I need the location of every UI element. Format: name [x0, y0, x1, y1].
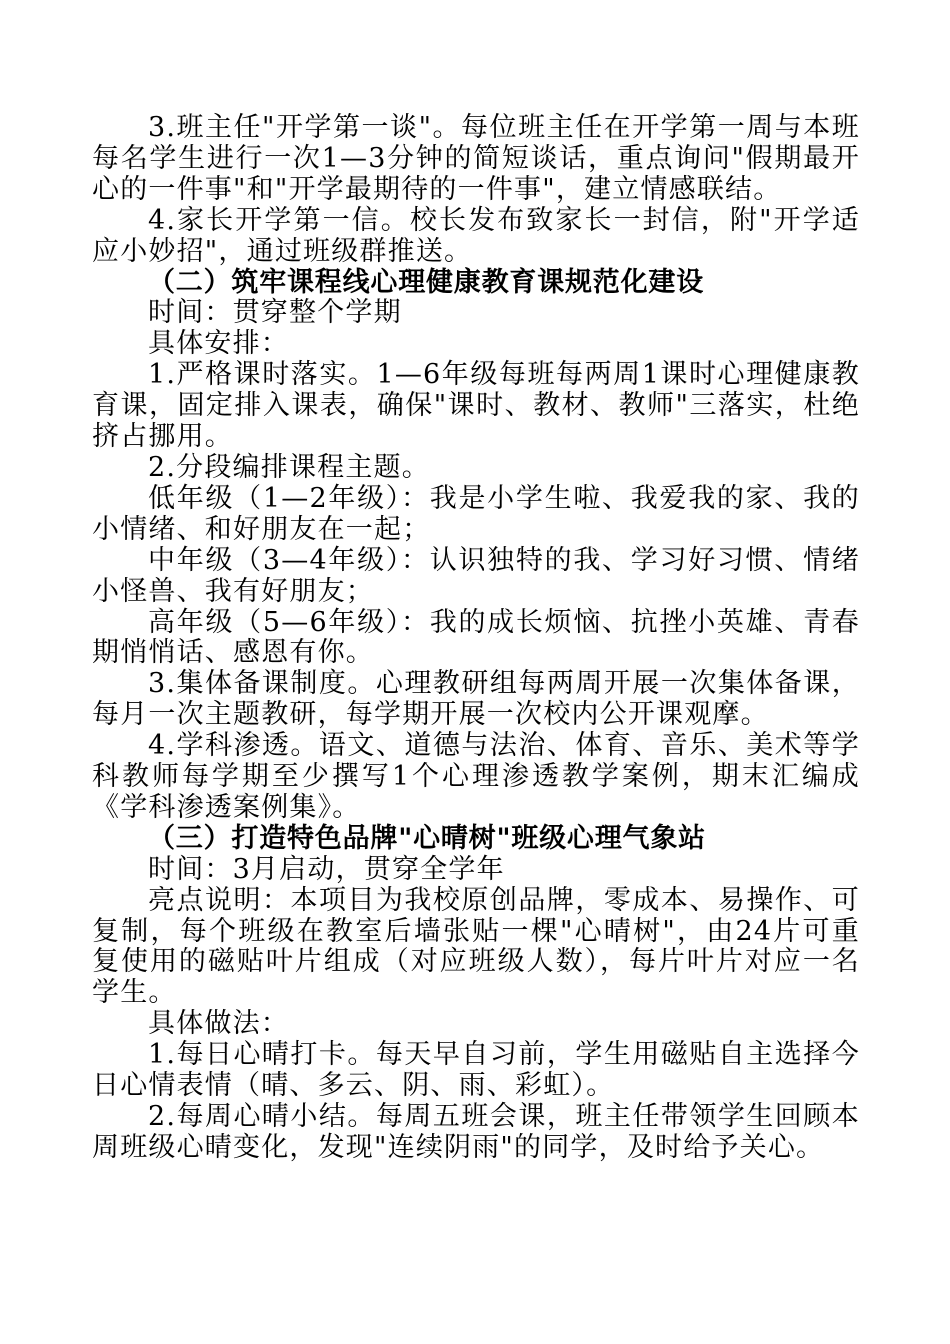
paragraph-weekly-summary: 2.每周心晴小结。每周五班会课，班主任带领学生回顾本周班级心晴变化，发现"连续阴雨"的同学，及时给予关心。: [92, 1101, 860, 1163]
paragraph-arrangement-label: 具体安排：: [148, 328, 289, 360]
paragraph-course-themes: 2.分段编排课程主题。: [148, 451, 430, 483]
paragraph-teacher-talk: 3.班主任"开学第一谈"。每位班主任在开学第一周与本班每名学生进行一次1—3分钟的简短谈话，重点询问"假期最开心的一件事"和"开学最期待的一件事"，建立情感联结。: [92, 112, 860, 205]
paragraph-middle-grades: 中年级（3—4年级）：认识独特的我、学习好习惯、情绪小怪兽、我有好朋友；: [92, 544, 860, 607]
paragraph-parent-letter: 4.家长开学第一信。校长发布致家长一封信，附"开学适应小妙招"，通过班级群推送。: [92, 204, 860, 267]
paragraph-upper-grades: 高年级（5—6年级）：我的成长烦恼、抗挫小英雄、青春期悄悄话、感恩有你。: [92, 606, 860, 669]
paragraph-lesson-prep: 3.集体备课制度。心理教研组每两周开展一次集体备课，每月一次主题教研，每学期开展一次校内公开课观摩。: [92, 668, 860, 731]
section-heading-curriculum: （二）筑牢课程线心理健康教育课规范化建设: [148, 266, 704, 298]
section-heading-brand: （三）打造特色品牌"心晴树"班级心理气象站: [148, 822, 706, 854]
paragraph-start-time: 时间：3月启动，贯穿全学年: [148, 853, 505, 885]
paragraph-method-label: 具体做法：: [148, 1008, 289, 1040]
paragraph-time: 时间：贯穿整个学期: [148, 297, 402, 329]
paragraph-subject-integration: 4.学科渗透。语文、道德与法治、体育、音乐、美术等学科教师每学期至少撰写1个心理渗透教学案例，期末汇编成《学科渗透案例集》。: [92, 730, 860, 823]
paragraph-daily-checkin: 1.每日心晴打卡。每天早自习前，学生用磁贴自主选择今日心情表情（晴、多云、阴、雨、彩虹）。: [92, 1039, 860, 1102]
paragraph-lower-grades: 低年级（1—2年级）：我是小学生啦、我爱我的家、我的小情绪、和好朋友在一起；: [92, 482, 860, 545]
paragraph-class-hours: 1.严格课时落实。1—6年级每班每两周1课时心理健康教育课，固定排入课表，确保"课时、教材、教师"三落实，杜绝挤占挪用。: [92, 359, 860, 453]
document-page: [92, 113, 860, 1164]
paragraph-highlights: 亮点说明：本项目为我校原创品牌，零成本、易操作、可复制，每个班级在教室后墙张贴一棵"心晴树"，由24片可重复使用的磁贴叶片组成（对应班级人数），每片叶片对应一名学生。: [92, 884, 860, 1009]
